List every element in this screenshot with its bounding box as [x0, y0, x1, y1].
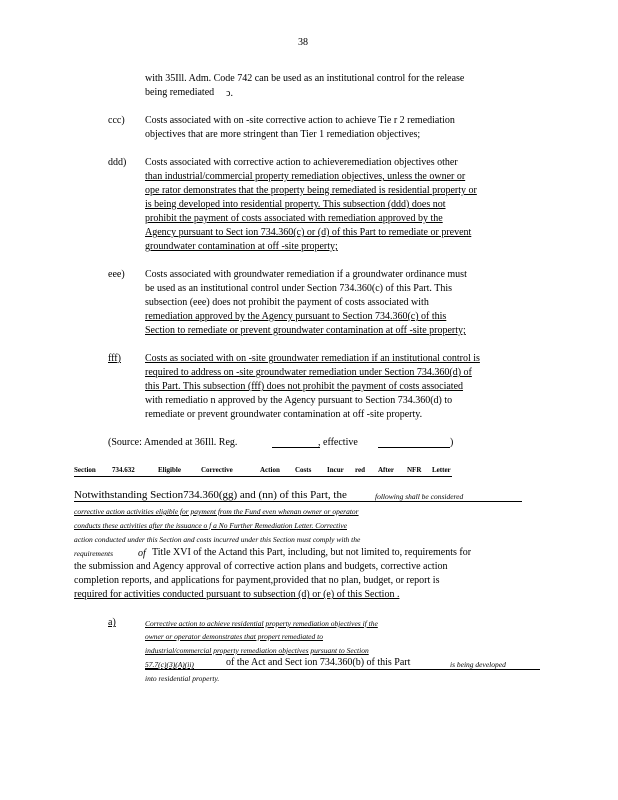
item-label-fff: fff) — [108, 353, 121, 364]
fff-line-2: required to address on -site groundwater remediation under Section 734.360(d) of — [145, 367, 472, 378]
eee-line-5: Section to remediate or prevent groundwater contamination at off -site property; — [145, 325, 466, 336]
item-a-line-5: into residential property. — [145, 674, 220, 683]
item-a-line-3: industrial/commercial property remediation objectives pursuant to Section — [145, 646, 369, 655]
heading-word: Corrective — [201, 466, 233, 474]
heading-word: NFR — [407, 466, 422, 474]
heading-underline — [74, 476, 452, 477]
item-a-line-2: owner or operator demonstrates that propert remediated to — [145, 632, 323, 641]
item-label-eee: eee) — [108, 269, 125, 280]
body-line-3: conducts these activities after the issuance o f a No Further Remediation Letter. Corrective — [74, 521, 348, 530]
source-prefix: (Source: Amended at 36Ill. Reg. — [108, 437, 238, 448]
fff-line-3: this Part. This subsection (fff) does not prohibit the payment of costs associated — [145, 381, 464, 392]
body-underline-1 — [74, 501, 522, 502]
item-label-a: a) — [108, 617, 116, 628]
ddd-line-2: than industrial/commercial property remediation objectives, unless the owner or — [145, 171, 466, 182]
eee-line-4: remediation approved by the Agency pursuant to Section 734.360(c) of this — [145, 311, 447, 322]
heading-word: Section — [74, 466, 96, 474]
ccc-line-2: objectives that are more stringent than Tier 1 remediation objectives; — [145, 129, 421, 140]
fff-line-4: with remediatio n approved by the Agency pursuant to Section 734.360(d) to — [145, 395, 453, 406]
fff-line-1: Costs as sociated with on -site groundwater remediation if an institutional control is — [145, 353, 480, 364]
intro-line-1: with 35Ill. Adm. Code 742 can be used as an institutional control for the release — [145, 73, 465, 84]
item-label-ddd: ddd) — [108, 157, 127, 168]
body-line-5b: Title XVI of the Actand this Part, including, but not limited to, requirements for — [152, 547, 472, 558]
ddd-line-5: prohibit the payment of costs associated with remediation approved by the — [145, 213, 443, 224]
item-a-line-4-tail-b: is being developed — [450, 660, 506, 669]
heading-word: Incur — [327, 466, 344, 474]
eee-line-3: subsection (eee) does not prohibit the payment of costs associated with — [145, 297, 429, 308]
heading-word: Action — [260, 466, 280, 474]
insert-mark-icon: ↄ. — [226, 88, 233, 99]
body-line-4: action conducted under this Section and costs incurred under this Section must comply with the — [74, 535, 361, 544]
page-number: 38 — [298, 37, 308, 48]
item-a-underline-4 — [145, 669, 540, 670]
heading-word: After — [378, 466, 394, 474]
body-line-8: required for activities conducted pursuant to subsection (d) or (e) of this Section . — [74, 589, 400, 600]
item-a-line-1: Corrective action to achieve residential property remediation objectives if the — [145, 619, 378, 628]
ddd-line-7: groundwater contamination at off -site property; — [145, 241, 338, 252]
ddd-line-4: is being developed into residential property. This subsection (ddd) does not — [145, 199, 446, 210]
body-line-5-of: of — [138, 548, 146, 559]
ccc-line-1: Costs associated with on -site corrective action to achieve Tie r 2 remediation — [145, 115, 455, 126]
body-line-1: Notwithstanding Section734.360(gg) and (nn) of this Part, the — [74, 489, 347, 501]
item-a-line-4-tail: of the Act and Sect ion 734.360(b) of this Part — [226, 657, 411, 668]
source-effective: , effective — [318, 437, 358, 448]
source-close: ) — [450, 437, 454, 448]
ddd-line-3: ope rator demonstrates that the property being remediated is residential property or — [145, 185, 477, 196]
item-label-ccc: ccc) — [108, 115, 125, 126]
eee-line-2: be used as an institutional control under Section 734.360(c) of this Part. This — [145, 283, 452, 294]
fff-line-5: remediate or prevent groundwater contamination at off -site property. — [145, 409, 423, 420]
heading-word: Costs — [295, 466, 312, 474]
eee-line-1: Costs associated with groundwater remediation if a groundwater ordinance must — [145, 269, 467, 280]
heading-word: 734.632 — [112, 466, 135, 474]
heading-word: Eligible — [158, 466, 181, 474]
item-a-line-4: 57.7(c)(3)(A)(ii) — [145, 660, 194, 669]
source-blank-date — [378, 447, 450, 448]
ddd-line-6: Agency pursuant to Sect ion 734.360(c) or (d) of this Part to remediate or prevent — [145, 227, 472, 238]
source-blank-reg — [272, 447, 320, 448]
heading-word: red — [355, 466, 365, 474]
ddd-line-1: Costs associated with corrective action to achieveremediation objectives other — [145, 157, 458, 168]
body-line-5a: requirements — [74, 549, 114, 558]
body-line-1-tail: following shall be considered — [375, 492, 464, 501]
body-line-7: completion reports, and applications for payment,provided that no plan, budget, or report is — [74, 575, 440, 586]
intro-line-2: being remediated — [145, 87, 215, 98]
body-line-6: the submission and Agency approval of corrective action plans and budgets, corrective action — [74, 561, 448, 572]
heading-word: Letter — [432, 466, 451, 474]
body-line-2: corrective action activities eligible for payment from the Fund even whenan owner or operator — [74, 507, 359, 516]
